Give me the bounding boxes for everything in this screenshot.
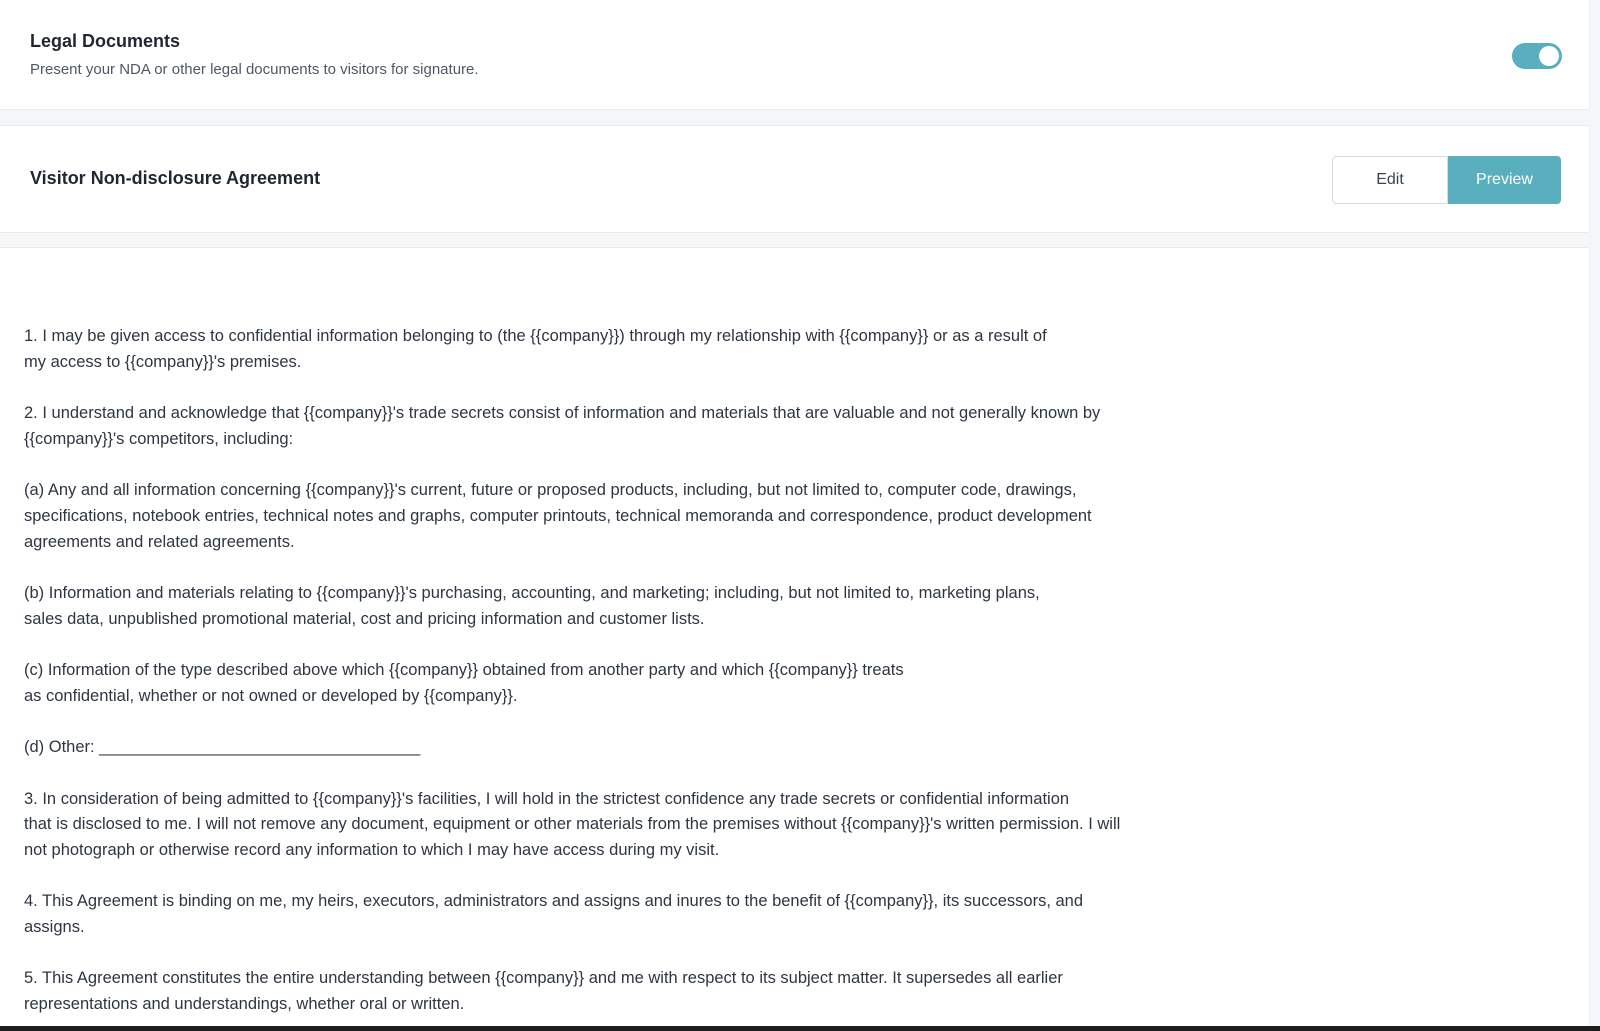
agreement-paragraph-2a: (a) Any and all information concerning {{company}}'s current, future or proposed products, including, but not limited to, computer code, drawings, specifications, notebook entries, technical notes and graphs, computer printouts, technical memoranda and correspondence, product development agreements and related agreements.: [24, 481, 1092, 551]
agreement-paragraph-2b: (b) Information and materials relating to {{company}}'s purchasing, accounting, and marketing; including, but not limited to, marketing plans, sales data, unpublished promotional material, cost and pricing information and customer lists.: [24, 583, 1040, 628]
preview-button[interactable]: Preview: [1448, 156, 1561, 204]
agreement-paragraph-3: 3. In consideration of being admitted to {{company}}'s facilities, I will hold in the strictest confidence any trade secrets or confidential information that is disclosed to me. I will not remove any document, equipment or other materials from the premises without {{company}}'s written permission. I will not photograph or otherwise record any information to which I may have access during my visit.: [24, 789, 1121, 859]
agreement-preview-card: [0, 247, 1590, 1027]
document-header-card: [0, 125, 1590, 233]
document-title: Visitor Non-disclosure Agreement: [30, 168, 321, 188]
edit-button[interactable]: Edit: [1332, 156, 1448, 204]
agreement-text: [24, 324, 1264, 1031]
bottom-edge-bar: [0, 1026, 1600, 1031]
legal-documents-card: [0, 0, 1590, 110]
agreement-paragraph-2c: (c) Information of the type described above which {{company}} obtained from another party and which {{company}} treats as confidential, whether or not owned or developed by {{company}}.: [24, 661, 904, 705]
agreement-paragraph-1: 1. I may be given access to confidential information belonging to (the {{company}}) through my relationship with {{company}} or as a result of my access to {{company}}'s premises.: [24, 327, 1047, 371]
edit-preview-button-group: [1332, 156, 1561, 204]
agreement-paragraph-5: 5. This Agreement constitutes the entire understanding between {{company}} and me with respect to its subject matter. It supersedes all earlier representations and understandings, whether oral or written.: [24, 969, 1063, 1014]
legal-documents-toggle[interactable]: [1512, 43, 1562, 69]
legal-documents-title: Legal Documents: [30, 31, 181, 51]
toggle-knob: [1539, 46, 1559, 66]
legal-documents-description: Present your NDA or other legal documents to visitors for signature.: [30, 61, 479, 78]
agreement-paragraph-4: 4. This Agreement is binding on me, my heirs, executors, administrators and assigns and inures to the benefit of {{company}}, its successors, and assigns.: [24, 892, 1084, 937]
agreement-paragraph-2d: (d) Other: ___________________________________: [24, 738, 421, 757]
agreement-paragraph-2: 2. I understand and acknowledge that {{company}}'s trade secrets consist of information and materials that are valuable and not generally known by {{company}}'s competitors, including:: [24, 404, 1101, 448]
